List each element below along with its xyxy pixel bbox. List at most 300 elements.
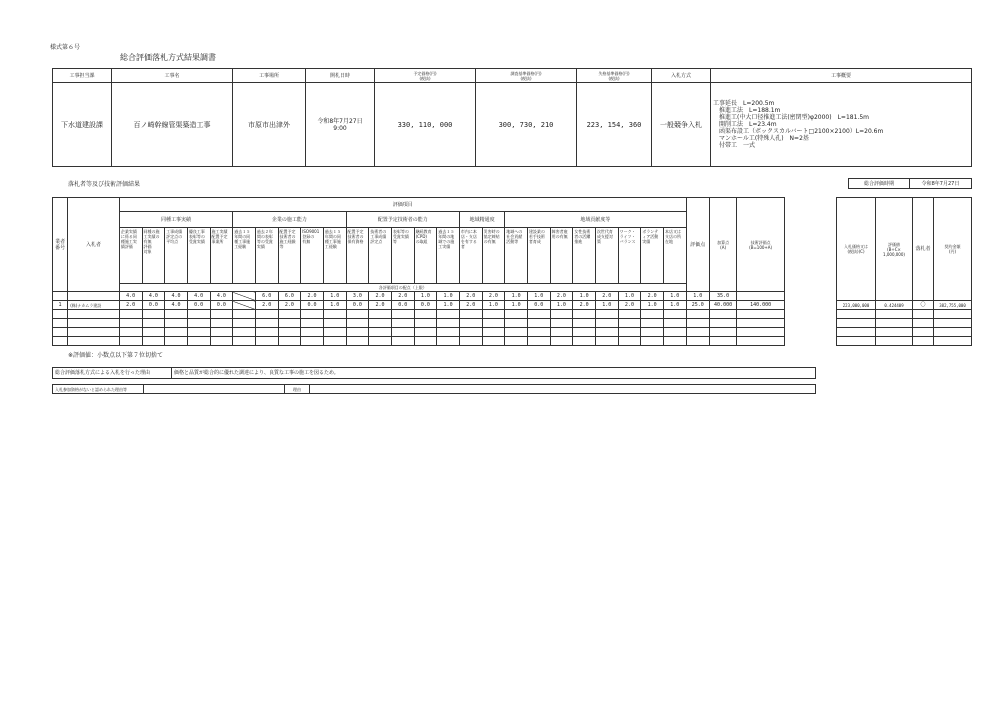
bidder-score: 0.0 bbox=[142, 301, 165, 310]
contract-value: 382,755,000 bbox=[934, 301, 972, 310]
eval-subitem-header: 過去１５ 年間の同 種工事施 工経験 bbox=[323, 228, 346, 284]
empty-row bbox=[53, 319, 785, 328]
weight-value: 2.0 bbox=[595, 292, 618, 301]
eval-subitem-header: 地域への 社会貢献 活動等 bbox=[505, 228, 528, 284]
empty-cell bbox=[709, 310, 736, 319]
eval-subitem-header: 工事成績 評定点の 平均点 bbox=[165, 228, 188, 284]
empty-cell bbox=[573, 319, 596, 328]
empty-cell bbox=[913, 310, 934, 319]
eval-subitem-header: ISO9001 登録の 有無 bbox=[301, 228, 324, 284]
empty-cell bbox=[278, 328, 301, 337]
empty-cell bbox=[119, 319, 142, 328]
weights-label-row bbox=[53, 284, 785, 292]
eval-group-header: 地域貢献度等 bbox=[505, 212, 686, 228]
empty-cell bbox=[323, 319, 346, 328]
empty-cell bbox=[210, 319, 233, 328]
empty-cell bbox=[414, 328, 437, 337]
bidder-score: 1.0 bbox=[663, 301, 686, 310]
eval-subitem-header: 継続教育 (CPD) の取組 bbox=[414, 228, 437, 284]
bidder-total: 25.0 bbox=[686, 301, 709, 310]
nowinner-table bbox=[52, 384, 816, 394]
weight-value: 4.0 bbox=[142, 292, 165, 301]
empty-cell bbox=[233, 337, 256, 346]
empty-cell bbox=[505, 310, 528, 319]
empty-cell bbox=[187, 319, 210, 328]
empty-cell bbox=[482, 337, 505, 346]
bidder-score: 0.0 bbox=[346, 301, 369, 310]
empty-cell bbox=[278, 310, 301, 319]
bidder-score: 4.0 bbox=[165, 301, 188, 310]
empty-cell bbox=[369, 328, 392, 337]
empty-cell bbox=[550, 337, 573, 346]
empty-cell bbox=[618, 319, 641, 328]
method-value: 一般競争入札 bbox=[652, 83, 711, 167]
empty-cell bbox=[709, 319, 736, 328]
empty-cell bbox=[187, 310, 210, 319]
weights-label: 各評価項目の配点（上限） bbox=[119, 284, 686, 292]
overview-line: 函渠布設工（ボックスカルバート□2100×2100）L=20.6m bbox=[713, 128, 884, 135]
contract-header: 契約金額 (円) bbox=[934, 198, 972, 301]
summary-table bbox=[52, 68, 972, 167]
eval-group-header: 同種工事実績 bbox=[119, 212, 232, 228]
empty-cell bbox=[53, 328, 68, 337]
eval-header-row bbox=[53, 198, 785, 212]
eval-subitem-header: 同種の施 工実績の 有無 評価 対象 bbox=[142, 228, 165, 284]
rounding-note: ※評価値：小数点以下第７位切捨て bbox=[68, 352, 164, 359]
empty-cell bbox=[391, 337, 414, 346]
empty-cell bbox=[686, 319, 709, 328]
summary-header-row bbox=[53, 69, 972, 83]
weights-bidder-blank bbox=[68, 292, 120, 301]
eval-section-label: 落札者等及び技術評価結果 bbox=[68, 181, 141, 188]
empty-cell bbox=[68, 319, 120, 328]
weight-value: 1.0 bbox=[618, 292, 641, 301]
weight-value bbox=[233, 292, 256, 301]
eval-subitem-header: 次世代育 成支援対 策 bbox=[595, 228, 618, 284]
empty-cell bbox=[550, 310, 573, 319]
empty-cell bbox=[618, 328, 641, 337]
empty-cell bbox=[913, 328, 934, 337]
empty-cell bbox=[663, 319, 686, 328]
empty-cell bbox=[573, 328, 596, 337]
name-value: 百ノ崎幹線管渠築造工事 bbox=[112, 83, 233, 167]
weight-tech-blank bbox=[737, 292, 785, 301]
nowinner-blank bbox=[144, 385, 285, 394]
eval-date-label: 総合評価時期 bbox=[849, 179, 910, 189]
empty-cell bbox=[369, 310, 392, 319]
overview-value bbox=[711, 83, 972, 167]
empty-cell bbox=[68, 337, 120, 346]
weight-total: 1.0 bbox=[686, 292, 709, 301]
empty-cell bbox=[876, 319, 913, 328]
empty-cell bbox=[437, 319, 460, 328]
weight-value: 2.0 bbox=[301, 292, 324, 301]
empty-cell bbox=[346, 310, 369, 319]
empty-cell bbox=[934, 337, 972, 346]
price-bidder-row bbox=[837, 301, 972, 310]
empty-cell bbox=[255, 337, 278, 346]
empty-cell bbox=[641, 337, 664, 346]
bidder-score: 2.0 bbox=[255, 301, 278, 310]
empty-cell bbox=[934, 310, 972, 319]
price-table bbox=[836, 197, 972, 346]
empty-cell bbox=[913, 319, 934, 328]
winner-value: 〇 bbox=[913, 301, 934, 310]
overview-line: 開削工法 L=23.4m bbox=[713, 121, 777, 128]
empty-cell bbox=[233, 328, 256, 337]
empty-cell bbox=[255, 328, 278, 337]
empty-cell bbox=[686, 328, 709, 337]
overview-line: 推進工(中大口径推進工法(密閉型)φ2000) L=181.5m bbox=[713, 114, 869, 121]
eval-subitem-header: 企業実績 に係る同 種施工実 績評価 bbox=[119, 228, 142, 284]
bid-header: 入札価格又は (税抜)(C) bbox=[837, 198, 876, 301]
dept-value: 下水道建設課 bbox=[53, 83, 112, 167]
empty-cell bbox=[527, 310, 550, 319]
overview-line: 工事延長 L=200.5m bbox=[713, 100, 775, 107]
header-dept: 工事担当課 bbox=[53, 69, 112, 83]
empty-cell bbox=[142, 328, 165, 337]
nowinner-label: 入札参加資格がないと認められた理由等 bbox=[53, 385, 144, 394]
price-empty-row bbox=[837, 337, 972, 346]
bidder-name: (株)ナカムラ建設 bbox=[68, 301, 120, 310]
empty-cell bbox=[53, 310, 68, 319]
empty-cell bbox=[934, 319, 972, 328]
empty-cell bbox=[876, 328, 913, 337]
survey-price-value: 300, 730, 210 bbox=[476, 83, 577, 167]
empty-cell bbox=[53, 337, 68, 346]
empty-cell bbox=[913, 337, 934, 346]
empty-cell bbox=[459, 337, 482, 346]
price-empty-row bbox=[837, 310, 972, 319]
bidder-score: 2.0 bbox=[573, 301, 596, 310]
empty-cell bbox=[876, 337, 913, 346]
bidder-score: 0.0 bbox=[210, 301, 233, 310]
empty-cell bbox=[618, 310, 641, 319]
empty-cell bbox=[595, 337, 618, 346]
empty-cell bbox=[663, 337, 686, 346]
bidder-score: 1.0 bbox=[641, 301, 664, 310]
empty-cell bbox=[346, 337, 369, 346]
empty-cell bbox=[142, 319, 165, 328]
empty-cell bbox=[323, 310, 346, 319]
empty-cell bbox=[68, 310, 120, 319]
eval-subitem-header: 建設業の 若手技術 者育成 bbox=[527, 228, 550, 284]
weight-value: 6.0 bbox=[255, 292, 278, 301]
score-header: 評価値 (B÷C× 1,000,000) bbox=[876, 198, 913, 301]
bidder-score: 2.0 bbox=[369, 301, 392, 310]
weight-value: 1.0 bbox=[414, 292, 437, 301]
empty-cell bbox=[233, 319, 256, 328]
empty-cell bbox=[573, 310, 596, 319]
empty-cell bbox=[437, 328, 460, 337]
empty-cell bbox=[301, 319, 324, 328]
header-place: 工事場所 bbox=[233, 69, 306, 83]
weights-no-blank bbox=[53, 292, 68, 301]
header-survey: 調査基準価格(円) (税抜) bbox=[476, 69, 577, 83]
eval-subitem-header: 過去１５ 年間の同 種工事施 工経験 bbox=[233, 228, 256, 284]
empty-cell bbox=[837, 310, 876, 319]
header-name: 工事名 bbox=[112, 69, 233, 83]
empty-cell bbox=[573, 337, 596, 346]
empty-cell bbox=[618, 337, 641, 346]
header-method: 入札方式 bbox=[652, 69, 711, 83]
empty-cell bbox=[165, 319, 188, 328]
empty-cell bbox=[323, 328, 346, 337]
weights-row bbox=[53, 292, 785, 301]
empty-cell bbox=[369, 319, 392, 328]
empty-cell bbox=[876, 310, 913, 319]
eval-subitem-header: 過去２年 間の表彰 等の受賞 実績 bbox=[255, 228, 278, 284]
empty-cell bbox=[255, 319, 278, 328]
empty-cell bbox=[686, 337, 709, 346]
weight-value: 1.0 bbox=[323, 292, 346, 301]
bidder-score: 0.0 bbox=[391, 301, 414, 310]
empty-cell bbox=[709, 337, 736, 346]
empty-cell bbox=[527, 319, 550, 328]
nowinner-reason-blank bbox=[310, 385, 816, 394]
date-line2: 9:00 bbox=[333, 124, 347, 132]
bidder-score: 2.0 bbox=[618, 301, 641, 310]
empty-cell bbox=[323, 337, 346, 346]
empty-cell bbox=[595, 310, 618, 319]
empty-cell bbox=[837, 337, 876, 346]
eval-subitem-header: 表彰等の 受賞実績 等 bbox=[391, 228, 414, 284]
eval-subitem-header: 配置予定 技術者の 施工経験 等 bbox=[278, 228, 301, 284]
weight-value: 1.0 bbox=[437, 292, 460, 301]
bidder-score: 1.0 bbox=[323, 301, 346, 310]
reason-table bbox=[52, 367, 816, 379]
winner-header: 落札者 bbox=[913, 198, 934, 301]
weight-value: 4.0 bbox=[187, 292, 210, 301]
bidder-score: 2.0 bbox=[119, 301, 142, 310]
empty-cell bbox=[233, 310, 256, 319]
place-value: 市原市出津外 bbox=[233, 83, 306, 167]
bidder-score: 0.0 bbox=[414, 301, 437, 310]
empty-cell bbox=[459, 319, 482, 328]
weight-value: 1.0 bbox=[527, 292, 550, 301]
empty-cell bbox=[709, 328, 736, 337]
empty-cell bbox=[641, 328, 664, 337]
empty-cell bbox=[391, 319, 414, 328]
empty-cell bbox=[255, 310, 278, 319]
empty-cell bbox=[414, 319, 437, 328]
eval-subitem-header: ボランテ ィア活動 実績 bbox=[641, 228, 664, 284]
bidder-score: 2.0 bbox=[278, 301, 301, 310]
empty-cell bbox=[119, 337, 142, 346]
empty-cell bbox=[595, 319, 618, 328]
empty-cell bbox=[482, 328, 505, 337]
overview-line: マンホール工(特殊人孔) N=2基 bbox=[713, 135, 809, 142]
empty-cell bbox=[595, 328, 618, 337]
bidder-row bbox=[53, 301, 785, 310]
empty-cell bbox=[737, 337, 785, 346]
header-date: 開札日時 bbox=[306, 69, 375, 83]
bidder-score: 1.0 bbox=[437, 301, 460, 310]
header-overview: 工事概要 bbox=[711, 69, 972, 83]
eval-subitem-header: 施工実績 配置予定 事業所 bbox=[210, 228, 233, 284]
weight-value: 1.0 bbox=[505, 292, 528, 301]
overview-line: 推進工法 L=188.1m bbox=[713, 107, 781, 114]
summary-value-row bbox=[53, 83, 972, 167]
eval-subitem-header: 女性技術 者の活躍 推進 bbox=[573, 228, 596, 284]
empty-cell bbox=[837, 319, 876, 328]
weight-value: 1.0 bbox=[573, 292, 596, 301]
eval-subitem-header: 市内に本 店・支店 を有する 者 bbox=[459, 228, 482, 284]
bidder-score: 1.0 bbox=[482, 301, 505, 310]
eval-subitem-header: 本店又は 支店の所 在地 bbox=[663, 228, 686, 284]
bidder-score: 2.0 bbox=[459, 301, 482, 310]
eval-date-box bbox=[848, 178, 972, 189]
empty-cell bbox=[459, 310, 482, 319]
eval-subitem-header: 過去１５ 年間の地 域での施 工実績 bbox=[437, 228, 460, 284]
weight-value: 4.0 bbox=[210, 292, 233, 301]
empty-cell bbox=[165, 310, 188, 319]
weight-value: 2.0 bbox=[550, 292, 573, 301]
empty-cell bbox=[934, 328, 972, 337]
weight-addition: 35.0 bbox=[709, 292, 736, 301]
header-planned: 予定価格(円) (税抜) bbox=[375, 69, 476, 83]
empty-cell bbox=[437, 337, 460, 346]
empty-cell bbox=[737, 310, 785, 319]
empty-cell bbox=[278, 337, 301, 346]
empty-cell bbox=[142, 337, 165, 346]
weight-value: 2.0 bbox=[369, 292, 392, 301]
weight-value: 6.0 bbox=[278, 292, 301, 301]
bidder-tech: 140.000 bbox=[737, 301, 785, 310]
bidder-no-header: 業者番号 bbox=[53, 198, 68, 292]
bidder-score: 1.0 bbox=[595, 301, 618, 310]
empty-cell bbox=[346, 319, 369, 328]
empty-cell bbox=[301, 337, 324, 346]
empty-cell bbox=[278, 319, 301, 328]
eval-subitem-header: 配置予定 技術者の 保有資格 bbox=[346, 228, 369, 284]
empty-cell bbox=[482, 319, 505, 328]
empty-cell bbox=[210, 328, 233, 337]
price-empty-row bbox=[837, 328, 972, 337]
empty-cell bbox=[165, 337, 188, 346]
header-disq: 失格基準価格(円) (税抜) bbox=[577, 69, 652, 83]
empty-cell bbox=[187, 337, 210, 346]
empty-cell bbox=[391, 310, 414, 319]
eval-subitem-header: 技術者の 工事成績 評定点 bbox=[369, 228, 392, 284]
eval-subitem-header: 災害時の 協定締結 の有無 bbox=[482, 228, 505, 284]
weight-value: 2.0 bbox=[482, 292, 505, 301]
empty-row bbox=[53, 310, 785, 319]
empty-cell bbox=[301, 328, 324, 337]
empty-cell bbox=[550, 319, 573, 328]
bidder-score: 0.0 bbox=[187, 301, 210, 310]
empty-cell bbox=[641, 310, 664, 319]
eval-group-row bbox=[53, 212, 785, 228]
empty-cell bbox=[119, 310, 142, 319]
empty-cell bbox=[737, 319, 785, 328]
reason-text: 価格と品質が総合的に優れた調達により、良質な工事の施工を図るため。 bbox=[172, 368, 816, 379]
empty-cell bbox=[437, 310, 460, 319]
addition-header: 加算点 (A) bbox=[709, 198, 736, 292]
empty-cell bbox=[527, 328, 550, 337]
weight-value: 4.0 bbox=[119, 292, 142, 301]
bidder-score: 0.0 bbox=[527, 301, 550, 310]
page-title: 総合評価落札方式結果調書 bbox=[120, 53, 216, 62]
empty-cell bbox=[737, 328, 785, 337]
price-empty-row bbox=[837, 319, 972, 328]
bidder-no: 1 bbox=[53, 301, 68, 310]
weight-value: 3.0 bbox=[346, 292, 369, 301]
form-number: 様式第６号 bbox=[50, 44, 81, 51]
price-header-row bbox=[837, 198, 972, 301]
eval-group-header: 地域精通度 bbox=[459, 212, 504, 228]
planned-price-value: 330, 110, 000 bbox=[375, 83, 476, 167]
eval-group-header: 配置予定技術者の能力 bbox=[346, 212, 459, 228]
tech-header: 技術評価点 (B=100+A) bbox=[737, 198, 785, 292]
empty-cell bbox=[301, 310, 324, 319]
empty-cell bbox=[837, 328, 876, 337]
date-value bbox=[306, 83, 375, 167]
date-line1: 令和8年7月27日 bbox=[317, 117, 363, 125]
eval-date-value: 令和8年7月27日 bbox=[910, 179, 972, 189]
empty-cell bbox=[663, 328, 686, 337]
empty-cell bbox=[414, 310, 437, 319]
reason-label: 総合評価落札方式による入札を行った理由 bbox=[53, 368, 172, 379]
weight-value: 1.0 bbox=[663, 292, 686, 301]
weight-value: 2.0 bbox=[641, 292, 664, 301]
bidder-score: 1.0 bbox=[505, 301, 528, 310]
empty-cell bbox=[482, 310, 505, 319]
bidder-score: 1.0 bbox=[550, 301, 573, 310]
nowinner-reason-label: 理由 bbox=[285, 385, 310, 394]
bidder-header: 入札者 bbox=[68, 198, 120, 292]
empty-cell bbox=[68, 328, 120, 337]
empty-cell bbox=[505, 319, 528, 328]
weight-value: 2.0 bbox=[459, 292, 482, 301]
evaluation-table bbox=[52, 197, 785, 346]
empty-cell bbox=[641, 319, 664, 328]
empty-cell bbox=[346, 328, 369, 337]
total-header: 評価点 bbox=[686, 198, 709, 292]
bidder-score: 0.0 bbox=[301, 301, 324, 310]
empty-cell bbox=[210, 337, 233, 346]
empty-cell bbox=[53, 319, 68, 328]
eval-subitem-header: 優良工事 表彰等の 受賞実績 bbox=[187, 228, 210, 284]
empty-row bbox=[53, 328, 785, 337]
empty-cell bbox=[505, 337, 528, 346]
eval-subitem-header: 障害者雇 用の有無 bbox=[550, 228, 573, 284]
bid-value: 223,000,000 bbox=[837, 301, 876, 310]
disq-price-value: 223, 154, 360 bbox=[577, 83, 652, 167]
eval-items-header: 評価項目 bbox=[119, 198, 686, 212]
empty-cell bbox=[119, 328, 142, 337]
empty-row bbox=[53, 337, 785, 346]
bidder-score bbox=[233, 301, 256, 310]
empty-cell bbox=[550, 328, 573, 337]
empty-cell bbox=[527, 337, 550, 346]
eval-subitem-header: ワーク・ ライフ・ バランス bbox=[618, 228, 641, 284]
weight-value: 2.0 bbox=[391, 292, 414, 301]
empty-cell bbox=[505, 328, 528, 337]
empty-cell bbox=[187, 328, 210, 337]
empty-cell bbox=[663, 310, 686, 319]
eval-subitem-row bbox=[53, 228, 785, 284]
empty-cell bbox=[391, 328, 414, 337]
empty-cell bbox=[142, 310, 165, 319]
empty-cell bbox=[686, 310, 709, 319]
empty-cell bbox=[414, 337, 437, 346]
empty-cell bbox=[369, 337, 392, 346]
weight-value: 4.0 bbox=[165, 292, 188, 301]
empty-cell bbox=[210, 310, 233, 319]
overview-line: 付帯工 一式 bbox=[713, 142, 756, 149]
eval-group-header: 企業の施工能力 bbox=[233, 212, 346, 228]
